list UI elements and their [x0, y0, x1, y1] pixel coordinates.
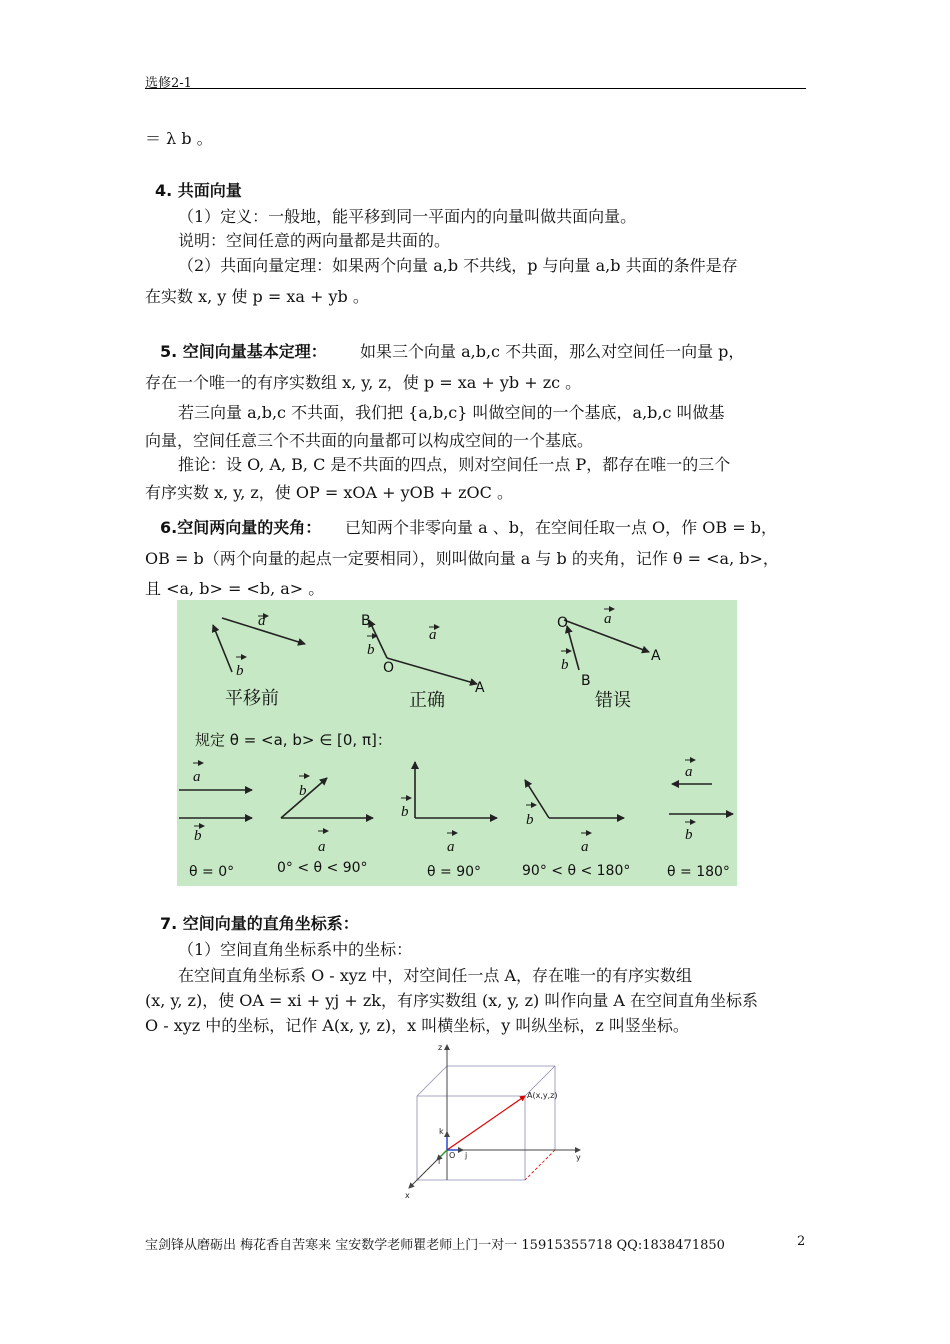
- s7-line2: 在空间直角坐标系 O - xyz 中，对空间任一点 A，存在唯一的有序实数组: [178, 966, 693, 985]
- label-a-obtuse: a: [581, 839, 589, 855]
- unit-k-label: k: [439, 1127, 444, 1136]
- section-4-title: 4. 共面向量: [155, 181, 242, 200]
- s4-note: 说明：空间任意的两向量都是共面的。: [178, 231, 451, 250]
- label-b-acute: b: [299, 783, 307, 799]
- line-lambda-b: ＝ λ b 。: [145, 129, 213, 148]
- header-rule: [145, 88, 806, 89]
- label-a-before: a: [258, 613, 266, 629]
- page-header: 选修2-1: [145, 76, 192, 91]
- label-correct: 正确: [409, 690, 445, 711]
- label-b-before: b: [236, 663, 244, 679]
- caption-0: θ = 0°: [189, 864, 235, 880]
- label-a-90: a: [447, 839, 455, 855]
- label-a-0: a: [193, 769, 201, 785]
- s5-line4: 向量，空间任意三个不共面的向量都可以构成空间的一个基底。: [145, 431, 594, 450]
- axis-z-label: z: [438, 1043, 443, 1052]
- point-B-wrong: B: [581, 673, 591, 689]
- vec-b-before: [213, 625, 232, 672]
- s5-line6: 有序实数 x, y, z，使 OP = xOA + yOB + zOC 。: [145, 483, 513, 502]
- label-b-90: b: [401, 804, 409, 820]
- label-b-wrong: b: [561, 657, 569, 673]
- axis-x-label: x: [405, 1191, 410, 1200]
- s5-line2: 存在一个唯一的有序实数组 x, y, z，使 p = xa + yb + zc 。: [145, 373, 582, 392]
- point-A-wrong: A: [651, 648, 661, 664]
- s6-line1: 已知两个非零向量 a 、b，在空间任取一点 O，作 OB = b，: [345, 518, 777, 537]
- s4-theorem-cont: 在实数 x, y 使 p = xa + yb 。: [145, 287, 369, 306]
- section-6-title: 6.空间两向量的夹角：: [160, 518, 322, 537]
- s4-theorem: （2）共面向量定理：如果两个向量 a,b 不共线，p 与向量 a,b 共面的条件是存: [178, 256, 738, 275]
- footer-text: 宝剑锋从磨砺出 梅花香自苦寒来 宝安数学老师瞿老师上门一对一 15915355718 QQ:1838471850: [145, 1238, 725, 1253]
- origin-label: O: [449, 1151, 456, 1160]
- label-a-correct: a: [429, 627, 437, 643]
- label-b-correct: b: [367, 642, 375, 658]
- s7-line3: (x, y, z)，使 OA = xi + yj + zk，有序实数组 (x, y, z) 叫作向量 A 在空间直角坐标系: [145, 991, 759, 1010]
- vec-bo-wrong: [567, 626, 579, 670]
- point-O-correct: O: [383, 660, 395, 676]
- caption-180: θ = 180°: [667, 864, 730, 880]
- caption-obtuse: 90° < θ < 180°: [522, 863, 631, 879]
- point-O-wrong: O: [557, 615, 569, 631]
- s5-line1: 如果三个向量 a,b,c 不共面，那么对空间任一向量 p，: [360, 342, 745, 361]
- s5-line3: 若三向量 a,b,c 不共面，我们把 {a,b,c} 叫做空间的一个基底，a,b,c 叫做基: [178, 403, 725, 422]
- s5-line5: 推论：设 O, A, B, C 是不共面的四点，则对空间任一点 P，都存在唯一的三个: [178, 455, 731, 474]
- label-wrong: 错误: [595, 690, 631, 711]
- caption-90: θ = 90°: [427, 864, 482, 880]
- point-A-label: A(x,y,z): [527, 1091, 558, 1100]
- angle-figure: [177, 600, 737, 886]
- label-a-acute: a: [318, 839, 326, 855]
- s7-line4: O - xyz 中的坐标，记作 A(x, y, z)，x 叫横坐标，y 叫纵坐标，z 叫竖坐标。: [145, 1016, 689, 1035]
- label-b-0: b: [194, 828, 202, 844]
- coordinate-figure: [405, 1040, 595, 1200]
- point-B-correct: B: [361, 613, 371, 629]
- s4-definition: （1）定义：一般地，能平移到同一平面内的向量叫做共面向量。: [178, 207, 637, 226]
- label-b-180: b: [685, 827, 693, 843]
- section-7-title: 7. 空间向量的直角坐标系：: [160, 914, 359, 933]
- section-5-title: 5. 空间向量基本定理：: [160, 342, 327, 361]
- axis-y-label: y: [576, 1153, 581, 1162]
- label-b-obtuse: b: [526, 812, 534, 828]
- vec-oa-correct: [387, 658, 477, 684]
- label-a-wrong: a: [604, 611, 612, 627]
- label-before: 平移前: [225, 688, 279, 709]
- label-a-180: a: [685, 764, 693, 780]
- unit-i-label: i: [438, 1157, 441, 1166]
- point-A-correct: A: [475, 680, 485, 696]
- s6-line3: 且 <a, b> = <b, a> 。: [145, 579, 325, 598]
- caption-acute: 0° < θ < 90°: [277, 860, 368, 876]
- s6-line2: OB = b（两个向量的起点一定要相同），则叫做向量 a 与 b 的夹角，记作 θ = <a, b>，: [145, 549, 779, 568]
- s7-line1: （1）空间直角坐标系中的坐标：: [178, 940, 413, 959]
- angle-rule: 规定 θ = <a, b> ∈ [0, π]：: [195, 731, 392, 749]
- unit-j-label: j: [465, 1151, 468, 1160]
- page-number: 2: [797, 1234, 806, 1249]
